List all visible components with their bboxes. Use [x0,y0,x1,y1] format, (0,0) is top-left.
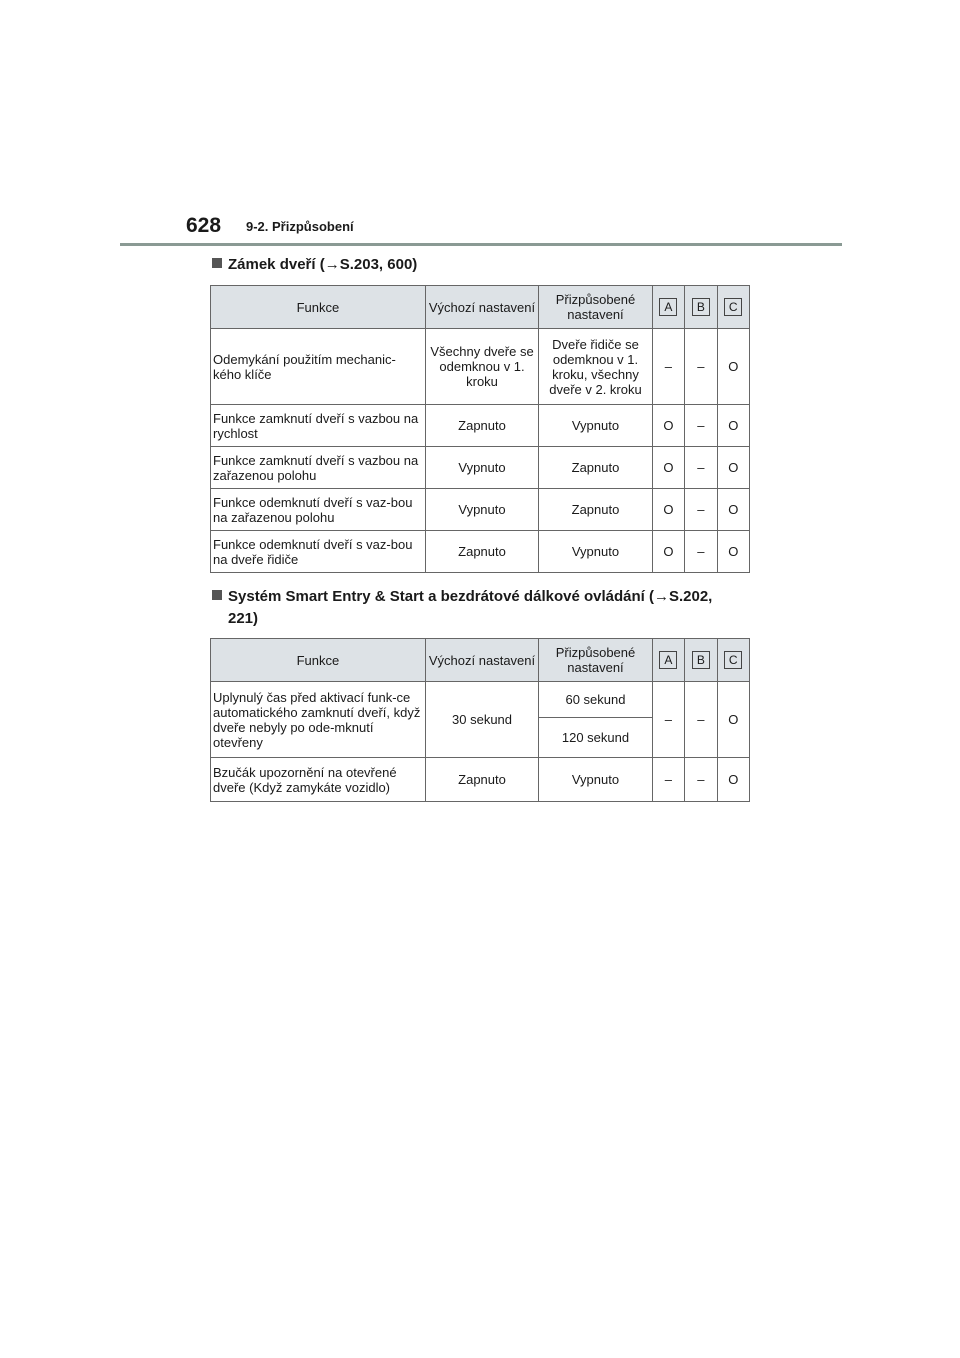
cell-vychozi: Vypnuto [425,489,538,531]
cell-prizpusobene: 120 sekund [539,718,652,758]
col-header-funkce: Funkce [211,639,426,682]
table-row [211,682,750,718]
col-header-c: C [717,286,749,329]
door-lock-table [210,285,750,573]
col-header-b: B [685,639,717,682]
cell-b: – [685,489,717,531]
cell-c: O [717,531,749,573]
cell-funkce: Odemykání použitím mechanic-kého klíče [211,329,426,405]
cell-c: O [717,758,749,802]
cell-prizpusobene: Vypnuto [539,405,652,447]
cell-funkce: Bzučák upozornění na otevřené dveře (Když zamykáte vozidlo) [211,758,426,802]
cell-vychozi: Zapnuto [425,531,538,573]
cell-vychozi: 30 sekund [425,682,538,758]
table-row [211,758,750,802]
table-row [211,405,750,447]
cell-b: – [685,405,717,447]
cell-prizpusobene: Vypnuto [539,531,652,573]
cell-b: – [685,447,717,489]
cell-a: O [652,489,684,531]
cell-funkce: Funkce zamknutí dveří s vazbou na rychlost [211,405,426,447]
cell-a: O [652,405,684,447]
col-header-funkce: Funkce [211,286,426,329]
cell-funkce: Uplynulý čas před aktivací funk-ce automatického zamknutí dveří, když dveře nebyly po ode-mknutí otevřeny [211,682,426,758]
cell-vychozi: Vypnuto [425,447,538,489]
table-row [211,329,750,405]
cell-vychozi: Všechny dveře se odemknou v 1. kroku [425,329,538,405]
table-row [211,531,750,573]
cell-prizpusobene: Zapnuto [539,447,652,489]
cell-b: – [685,682,717,758]
cell-vychozi: Zapnuto [425,405,538,447]
cell-b: – [685,531,717,573]
cell-a: O [652,531,684,573]
smart-entry-table [210,638,750,802]
cell-prizpusobene: Vypnuto [539,758,652,802]
section-title: 9-2. Přizpůsobení [246,219,354,234]
cell-a: – [652,682,684,758]
cell-a: – [652,758,684,802]
col-header-prizpusobene: Přizpůsobené nastavení [539,639,652,682]
square-bullet-icon [212,258,222,268]
page-number: 628 [186,214,222,237]
cell-c: O [717,489,749,531]
cell-c: O [717,447,749,489]
col-header-a: A [652,639,684,682]
cell-vychozi: Zapnuto [425,758,538,802]
cell-b: – [685,329,717,405]
cell-prizpusobene: 60 sekund [539,682,652,718]
header-rule [120,243,842,246]
arrow-icon: → [653,588,669,605]
table-header-row [211,286,750,329]
cell-c: O [717,329,749,405]
cell-funkce: Funkce odemknutí dveří s vaz-bou na dveře řidiče [211,531,426,573]
cell-funkce: Funkce odemknutí dveří s vaz-bou na zařazenou polohu [211,489,426,531]
cell-a: – [652,329,684,405]
cell-prizpusobene: Zapnuto [539,489,652,531]
col-header-vychozi: Výchozí nastavení [425,286,538,329]
arrow-icon: → [324,256,340,273]
cell-c: O [717,682,749,758]
col-header-c: C [717,639,749,682]
col-header-vychozi: Výchozí nastavení [425,639,538,682]
cell-prizpusobene: Dveře řidiče se odemknou v 1. kroku, všechny dveře v 2. kroku [539,329,652,405]
cell-c: O [717,405,749,447]
cell-funkce: Funkce zamknutí dveří s vazbou na zařazenou polohu [211,447,426,489]
heading-door-lock: Zámek dveří (→S.203, 600) [212,254,752,276]
col-header-a: A [652,286,684,329]
table-row [211,489,750,531]
col-header-prizpusobene: Přizpůsobené nastavení [539,286,652,329]
table-header-row [211,639,750,682]
cell-b: – [685,758,717,802]
square-bullet-icon [212,590,222,600]
col-header-b: B [685,286,717,329]
table-row [211,447,750,489]
cell-a: O [652,447,684,489]
heading-smart-entry: Systém Smart Entry & Start a bezdrátové dálkové ovládání (→S.202, 221) [212,586,752,630]
